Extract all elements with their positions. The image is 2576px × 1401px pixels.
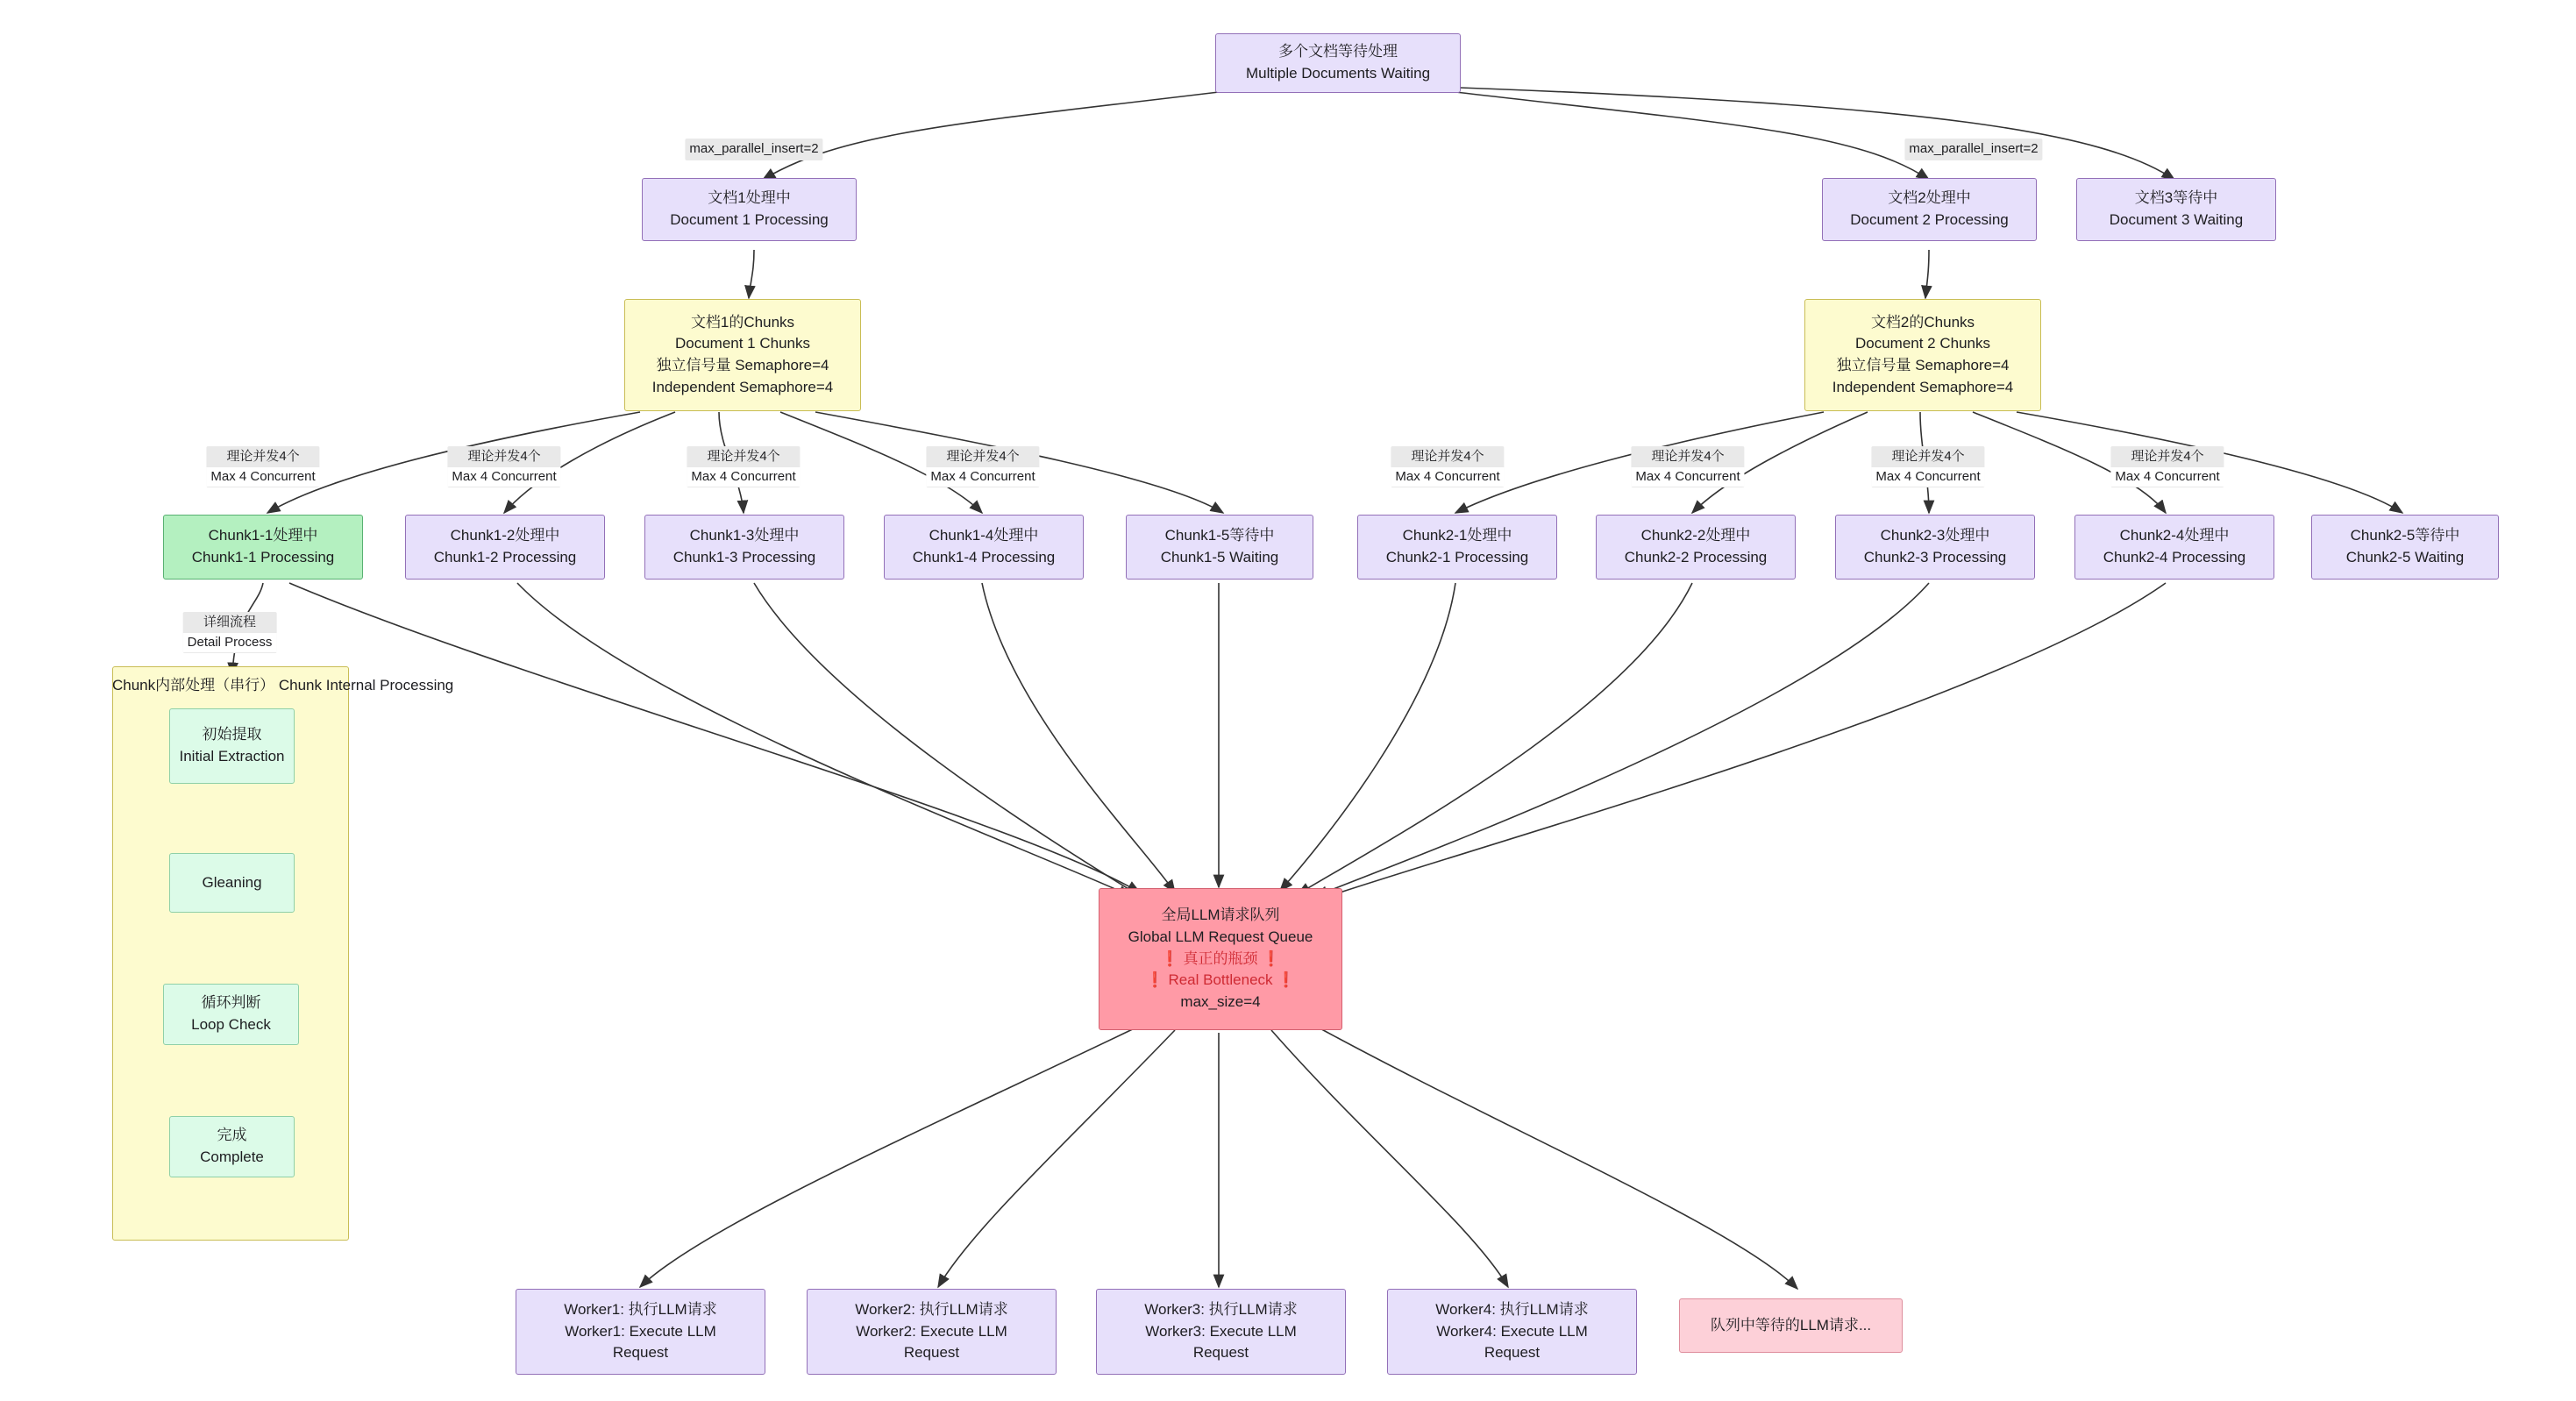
node-chunk1-5-zh: Chunk1-5等待中 xyxy=(1164,527,1275,544)
node-loop-check-zh: 循环判断 xyxy=(201,994,261,1012)
node-chunk1-5-en: Chunk1-5 Waiting xyxy=(1160,549,1279,565)
node-llm-queue-bottleneck-en: ❗ Real Bottleneck ❗ xyxy=(1145,971,1296,989)
edge-label-concurrent-en-5: Max 4 Concurrent xyxy=(1391,467,1504,487)
node-worker3[interactable] xyxy=(1096,1289,1346,1375)
node-doc2-chunks-l3: 独立信号量 Semaphore=4 xyxy=(1836,357,2010,373)
node-document-1-processing[interactable] xyxy=(642,178,857,241)
node-chunk1-5-waiting[interactable] xyxy=(1126,515,1313,580)
node-initial-extraction-zh: 初始提取 xyxy=(202,726,262,743)
node-chunk1-2-processing[interactable] xyxy=(405,515,605,580)
node-worker4-en1: Worker4: Execute LLM xyxy=(1436,1322,1588,1340)
node-complete-en: Complete xyxy=(200,1149,264,1165)
node-chunk1-3-en: Chunk1-3 Processing xyxy=(672,549,816,565)
node-chunk1-4-zh: Chunk1-4处理中 xyxy=(929,527,1039,544)
edge-label-concurrent-en-4: Max 4 Concurrent xyxy=(926,467,1039,487)
edge-label-concurrent-zh-1: 理论并发4个 xyxy=(226,449,300,464)
node-chunk1-3-processing[interactable] xyxy=(644,515,844,580)
node-worker2-en2: Request xyxy=(903,1344,960,1362)
node-queued-llm-requests[interactable] xyxy=(1679,1298,1903,1353)
node-doc3-zh: 文档3等待中 xyxy=(2134,189,2218,207)
edge-label-max-parallel-insert-right xyxy=(1904,139,2042,160)
node-gleaning[interactable] xyxy=(169,853,295,913)
node-worker1[interactable] xyxy=(516,1289,765,1375)
cluster-label-en: Chunk Internal Processing xyxy=(278,677,454,693)
node-complete[interactable] xyxy=(169,1116,295,1177)
node-doc1-en: Document 1 Processing xyxy=(670,211,829,228)
node-chunk1-4-processing[interactable] xyxy=(884,515,1084,580)
edge-label-concurrent-1-4 xyxy=(926,446,1039,487)
node-chunk1-2-en: Chunk1-2 Processing xyxy=(433,549,577,565)
node-worker4-zh: Worker4: 执行LLM请求 xyxy=(1435,1301,1589,1319)
node-worker4-en2: Request xyxy=(1484,1344,1541,1362)
edge-label-concurrent-zh-8: 理论并发4个 xyxy=(2131,449,2204,464)
node-doc2-chunks-l4: Independent Semaphore=4 xyxy=(1832,378,2014,395)
edge-label-concurrent-en-3: Max 4 Concurrent xyxy=(687,467,800,487)
node-document-2-chunks[interactable] xyxy=(1804,299,2041,411)
node-complete-zh: 完成 xyxy=(217,1127,247,1144)
edge-label-concurrent-en-1: Max 4 Concurrent xyxy=(206,467,319,487)
node-initial-extraction-en: Initial Extraction xyxy=(179,748,285,765)
edge-label-max-parallel-insert-left xyxy=(685,139,822,160)
edge-label-concurrent-2-1 xyxy=(1391,446,1504,487)
node-chunk2-4-zh: Chunk2-4处理中 xyxy=(2119,527,2230,544)
node-multi-docs-zh: 多个文档等待处理 xyxy=(1278,43,1398,60)
node-multi-docs-en: Multiple Documents Waiting xyxy=(1245,65,1431,82)
node-chunk1-1-processing[interactable] xyxy=(163,515,363,580)
node-chunk2-2-zh: Chunk2-2处理中 xyxy=(1640,527,1751,544)
node-doc1-zh: 文档1处理中 xyxy=(708,189,791,207)
edge-label-concurrent-zh-4: 理论并发4个 xyxy=(946,449,1020,464)
node-queued-zh: 队列中等待的LLM请求... xyxy=(1710,1316,1872,1333)
edge-label-detail-zh: 详细流程 xyxy=(203,615,257,629)
node-worker3-zh: Worker3: 执行LLM请求 xyxy=(1144,1301,1298,1319)
node-doc1-chunks-l2: Document 1 Chunks xyxy=(674,335,811,352)
node-chunk2-1-processing[interactable] xyxy=(1357,515,1557,580)
edge-label-concurrent-2-4 xyxy=(2110,446,2224,487)
node-llm-queue-bottleneck-zh: ❗ 真正的瓶颈 ❗ xyxy=(1160,949,1281,967)
node-worker4[interactable] xyxy=(1387,1289,1637,1375)
node-doc2-en: Document 2 Processing xyxy=(1850,211,2009,228)
node-chunk1-1-en: Chunk1-1 Processing xyxy=(191,549,335,565)
node-doc3-en: Document 3 Waiting xyxy=(2109,211,2244,228)
node-worker1-zh: Worker1: 执行LLM请求 xyxy=(564,1301,717,1319)
node-worker1-en2: Request xyxy=(612,1344,669,1362)
node-doc1-chunks-l3: 独立信号量 Semaphore=4 xyxy=(656,357,829,373)
node-document-2-processing[interactable] xyxy=(1822,178,2037,241)
node-worker2-en1: Worker2: Execute LLM xyxy=(856,1322,1007,1340)
edge-label-concurrent-1-2 xyxy=(447,446,560,487)
node-chunk2-2-processing[interactable] xyxy=(1596,515,1796,580)
node-doc1-chunks-l4: Independent Semaphore=4 xyxy=(651,378,834,395)
edge-label-concurrent-zh-6: 理论并发4个 xyxy=(1651,449,1725,464)
edge-label-concurrent-1-3 xyxy=(687,446,800,487)
node-doc2-chunks-l2: Document 2 Chunks xyxy=(1854,335,1991,352)
edge-label-concurrent-en-7: Max 4 Concurrent xyxy=(1871,467,1984,487)
node-doc2-zh: 文档2处理中 xyxy=(1888,189,1971,207)
node-chunk2-5-waiting[interactable] xyxy=(2311,515,2499,580)
chunk-internal-processing-cluster-label xyxy=(112,675,454,697)
edge-label-concurrent-2-3 xyxy=(1871,446,1984,487)
node-chunk2-1-zh: Chunk2-1处理中 xyxy=(1402,527,1512,544)
node-doc1-chunks-l1: 文档1的Chunks xyxy=(690,313,795,331)
node-chunk2-1-en: Chunk2-1 Processing xyxy=(1385,549,1529,565)
node-llm-queue-en: Global LLM Request Queue xyxy=(1128,928,1313,946)
node-loop-check-en: Loop Check xyxy=(191,1016,271,1033)
edge-label-concurrent-en-2: Max 4 Concurrent xyxy=(447,467,560,487)
node-chunk1-4-en: Chunk1-4 Processing xyxy=(912,549,1056,565)
node-initial-extraction[interactable] xyxy=(169,708,295,784)
node-loop-check[interactable] xyxy=(163,984,299,1045)
edge-label-concurrent-zh-7: 理论并发4个 xyxy=(1891,449,1965,464)
node-worker2[interactable] xyxy=(807,1289,1057,1375)
node-worker3-en1: Worker3: Execute LLM xyxy=(1145,1322,1297,1340)
node-doc2-chunks-l1: 文档2的Chunks xyxy=(1870,313,1975,331)
node-worker2-zh: Worker2: 执行LLM请求 xyxy=(855,1301,1008,1319)
node-gleaning-en: Gleaning xyxy=(202,873,262,891)
node-chunk2-4-processing[interactable] xyxy=(2074,515,2274,580)
node-chunk1-3-zh: Chunk1-3处理中 xyxy=(689,527,800,544)
edge-label-left-text: max_parallel_insert=2 xyxy=(689,141,819,156)
edge-label-concurrent-zh-3: 理论并发4个 xyxy=(707,449,780,464)
edge-label-concurrent-en-8: Max 4 Concurrent xyxy=(2110,467,2224,487)
cluster-label-zh: Chunk内部处理（串行） xyxy=(112,677,275,693)
node-document-3-waiting[interactable] xyxy=(2076,178,2276,241)
edge-label-concurrent-zh-2: 理论并发4个 xyxy=(467,449,541,464)
node-chunk1-1-zh: Chunk1-1处理中 xyxy=(208,527,318,544)
edge-label-detail-process xyxy=(183,612,277,653)
node-chunk1-2-zh: Chunk1-2处理中 xyxy=(450,527,560,544)
node-chunk2-3-zh: Chunk2-3处理中 xyxy=(1880,527,1990,544)
node-chunk2-5-zh: Chunk2-5等待中 xyxy=(2350,527,2460,544)
node-chunk2-2-en: Chunk2-2 Processing xyxy=(1624,549,1768,565)
node-document-1-chunks[interactable] xyxy=(624,299,861,411)
edge-label-concurrent-1-1 xyxy=(206,446,319,487)
node-chunk2-3-en: Chunk2-3 Processing xyxy=(1863,549,2007,565)
node-global-llm-request-queue[interactable] xyxy=(1099,888,1342,1030)
node-chunk2-3-processing[interactable] xyxy=(1835,515,2035,580)
edge-label-concurrent-2-2 xyxy=(1631,446,1744,487)
node-worker3-en2: Request xyxy=(1192,1344,1249,1362)
node-worker1-en1: Worker1: Execute LLM xyxy=(565,1322,716,1340)
node-multiple-documents-waiting[interactable] xyxy=(1215,33,1461,93)
node-llm-queue-maxsize: max_size=4 xyxy=(1180,992,1261,1010)
edge-label-concurrent-en-6: Max 4 Concurrent xyxy=(1631,467,1744,487)
edge-label-right-text: max_parallel_insert=2 xyxy=(1909,141,2039,156)
node-chunk2-4-en: Chunk2-4 Processing xyxy=(2103,549,2246,565)
node-llm-queue-zh: 全局LLM请求队列 xyxy=(1161,907,1280,924)
edge-label-detail-en: Detail Process xyxy=(183,633,277,653)
node-chunk2-5-en: Chunk2-5 Waiting xyxy=(2345,549,2465,565)
edge-label-concurrent-zh-5: 理论并发4个 xyxy=(1411,449,1484,464)
